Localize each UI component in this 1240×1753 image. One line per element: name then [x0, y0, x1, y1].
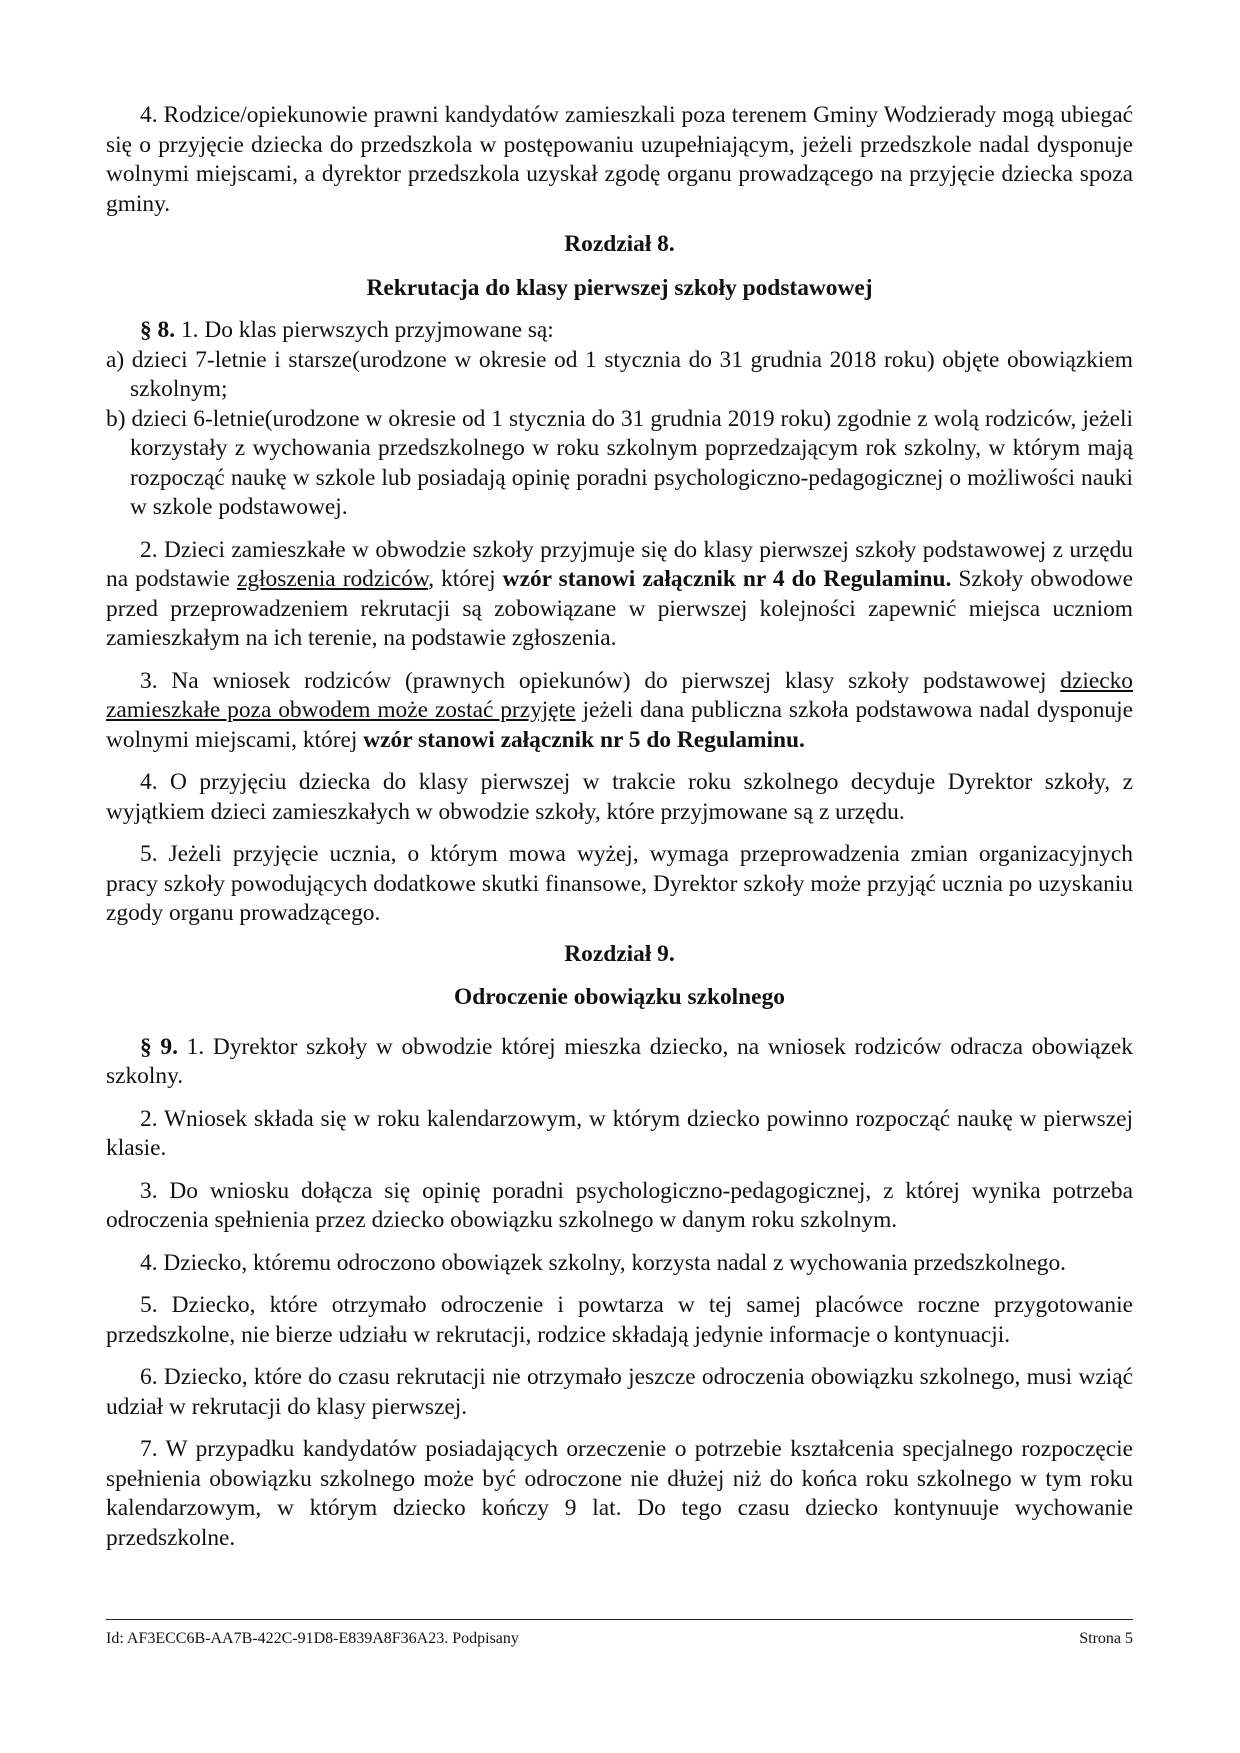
list-text-a: dzieci 7-letnie i starsze(urodzone w okresie od 1 stycznia do 31 grudnia 2018 roku) objęte obowiązkiem szkolnym;: [130, 346, 1133, 402]
section-9-paragraph-7: 7. W przypadku kandydatów posiadających orzeczenie o potrzebie kształcenia specjalnego rozpoczęcie spełnienia obowiązku szkolnego może być odroczone nie dłużej niż do końca roku szkolnego w tym roku kalendarzowym, w którym dziecko kończy 9 lat. Do tego czasu dziecko kontynuuje wychowanie przedszkolne.: [106, 1436, 1133, 1551]
chapter-9-heading: Rozdział 9.: [564, 940, 675, 967]
chapter-8-title: Rekrutacja do klasy pierwszej szkoły podstawowej: [366, 274, 873, 301]
section-8-paragraph-2: [106, 536, 1133, 654]
section-8-p1-text: 1. Do klas pierwszych przyjmowane są:: [180, 317, 554, 343]
list-marker-b: b): [106, 405, 126, 432]
p2-bold: wzór stanowi załącznik nr 4 do Regulaminu.: [502, 566, 952, 592]
chapter-9-title: Odroczenie obowiązku szkolnego: [454, 984, 785, 1010]
p3-underlined: dziecko zamieszkałe poza obwodem może zostać przyjęte: [106, 667, 1133, 723]
list-marker-a: a): [106, 346, 125, 373]
section-9-p1-text: 1. Dyrektor szkoły w obwodzie której mieszka dziecko, na wniosek rodziców odracza obowiązek szkolny.: [106, 1033, 1133, 1089]
intro-text: Rodzice/opiekunowie prawni kandydatów zamieszkali poza terenem Gminy Wodzierady mogą ubiegać się o przyjęcie dziecka do przedszkola w postępowaniu uzupełniającym, jeżeli przedszkole nadal dysponuje wolnymi miejscami, a dyrektor przedszkola uzyskał zgodę organu prowadzącego na przyjęcie dziecka spoza gminy.: [106, 102, 1133, 217]
list-text-b: dzieci 6-letnie(urodzone w okresie od 1 stycznia do 31 grudnia 2019 roku) zgodnie z wolą rodziców, jeżeli korzystały z wychowania przedszkolnego w roku szkolnym poprzedzającym rok szkolny, w którym mają rozpocząć naukę w szkole lub posiadają opinię poradni psychologiczno-pedagogicznej o możliwości nauki w szkole podstawowej.: [130, 405, 1133, 520]
section-9-paragraph-5: 5. Dziecko, które otrzymało odroczenie i powtarza w tej samej placówce roczne przygotowanie przedszkolne, nie bierze udziału w rekrutacji, rodzice składają jedynie informacje o kontynuacji.: [106, 1292, 1133, 1348]
list-item-b: [106, 405, 1133, 523]
section-9-paragraph-2: 2. Wniosek składa się w roku kalendarzowym, w którym dziecko powinno rozpocząć naukę w pierwszej klasie.: [106, 1105, 1133, 1161]
p3-text-a: 3. Na wniosek rodziców (prawnych opiekunów) do pierwszej klasy szkoły podstawowej: [140, 667, 1061, 694]
p2-underlined: zgłoszenia rodziców: [236, 566, 429, 592]
section-9-paragraph-3: 3. Do wniosku dołącza się opinię poradni psychologiczno-pedagogicznej, z której wynika potrzeba odroczenia spełnienia przez dziecko obowiązku szkolnego w danym roku szkolnym.: [106, 1177, 1133, 1233]
document-body: [106, 101, 1133, 1553]
p2-text-b: , której: [428, 566, 503, 592]
footer-divider: [106, 1619, 1133, 1620]
p3-bold: wzór stanowi załącznik nr 5 do Regulaminu.: [363, 726, 805, 753]
p2-text-a: 2. Dzieci zamieszkałe w obwodzie szkoły przyjmuje się do klasy pierwszej szkoły podstawowej z urzędu na podstawie: [106, 536, 1133, 592]
section-8-paragraph-1: [106, 316, 1133, 346]
intro-paragraph: [106, 101, 1133, 219]
section-9-paragraph-4: 4. Dziecko, któremu odroczono obowiązek szkolny, korzysta nadal z wychowania przedszkolnego.: [140, 1249, 1066, 1276]
section-9-mark: § 9.: [140, 1033, 178, 1060]
chapter-8-heading: Rozdział 8.: [564, 231, 675, 257]
section-8-paragraph-4: 4. O przyjęciu dziecka do klasy pierwszej w trakcie roku szkolnego decyduje Dyrektor szkoły, z wyjątkiem dzieci zamieszkałych w obwodzie szkoły, które przyjmowane są z urzędu.: [106, 769, 1133, 825]
document-id: Id: AF3ECC6B-AA7B-422C-91D8-E839A8F36A23. Podpisany: [106, 1630, 519, 1647]
section-9-paragraph-1: [106, 1033, 1133, 1092]
intro-number: 4.: [140, 102, 158, 128]
p2-text-c: Szkoły obwodowe przed przeprowadzeniem rekrutacji są zobowiązane w pierwszej kolejności zapewnić miejsca uczniom zamieszkałym na ich terenie, na podstawie zgłoszenia.: [106, 566, 1133, 651]
section-9-paragraph-6: 6. Dziecko, które do czasu rekrutacji nie otrzymało jeszcze odroczenia obowiązku szkolnego, musi wziąć udział w rekrutacji do klasy pierwszej.: [106, 1364, 1133, 1420]
list-item-a: [106, 346, 1133, 405]
section-8-mark: § 8.: [140, 317, 176, 343]
section-8-paragraph-3: [106, 667, 1133, 756]
page-number: Strona 5: [1079, 1630, 1133, 1647]
p3-text-b: jeżeli dana publiczna szkoła podstawowa nadal dysponuje wolnymi miejscami, której: [106, 697, 1134, 753]
section-8-paragraph-5: 5. Jeżeli przyjęcie ucznia, o którym mowa wyżej, wymaga przeprowadzenia zmian organizacyjnych pracy szkoły powodujących dodatkowe skutki finansowe, Dyrektor szkoły może przyjąć ucznia po uzyskaniu zgody organu prowadzącego.: [106, 841, 1133, 926]
